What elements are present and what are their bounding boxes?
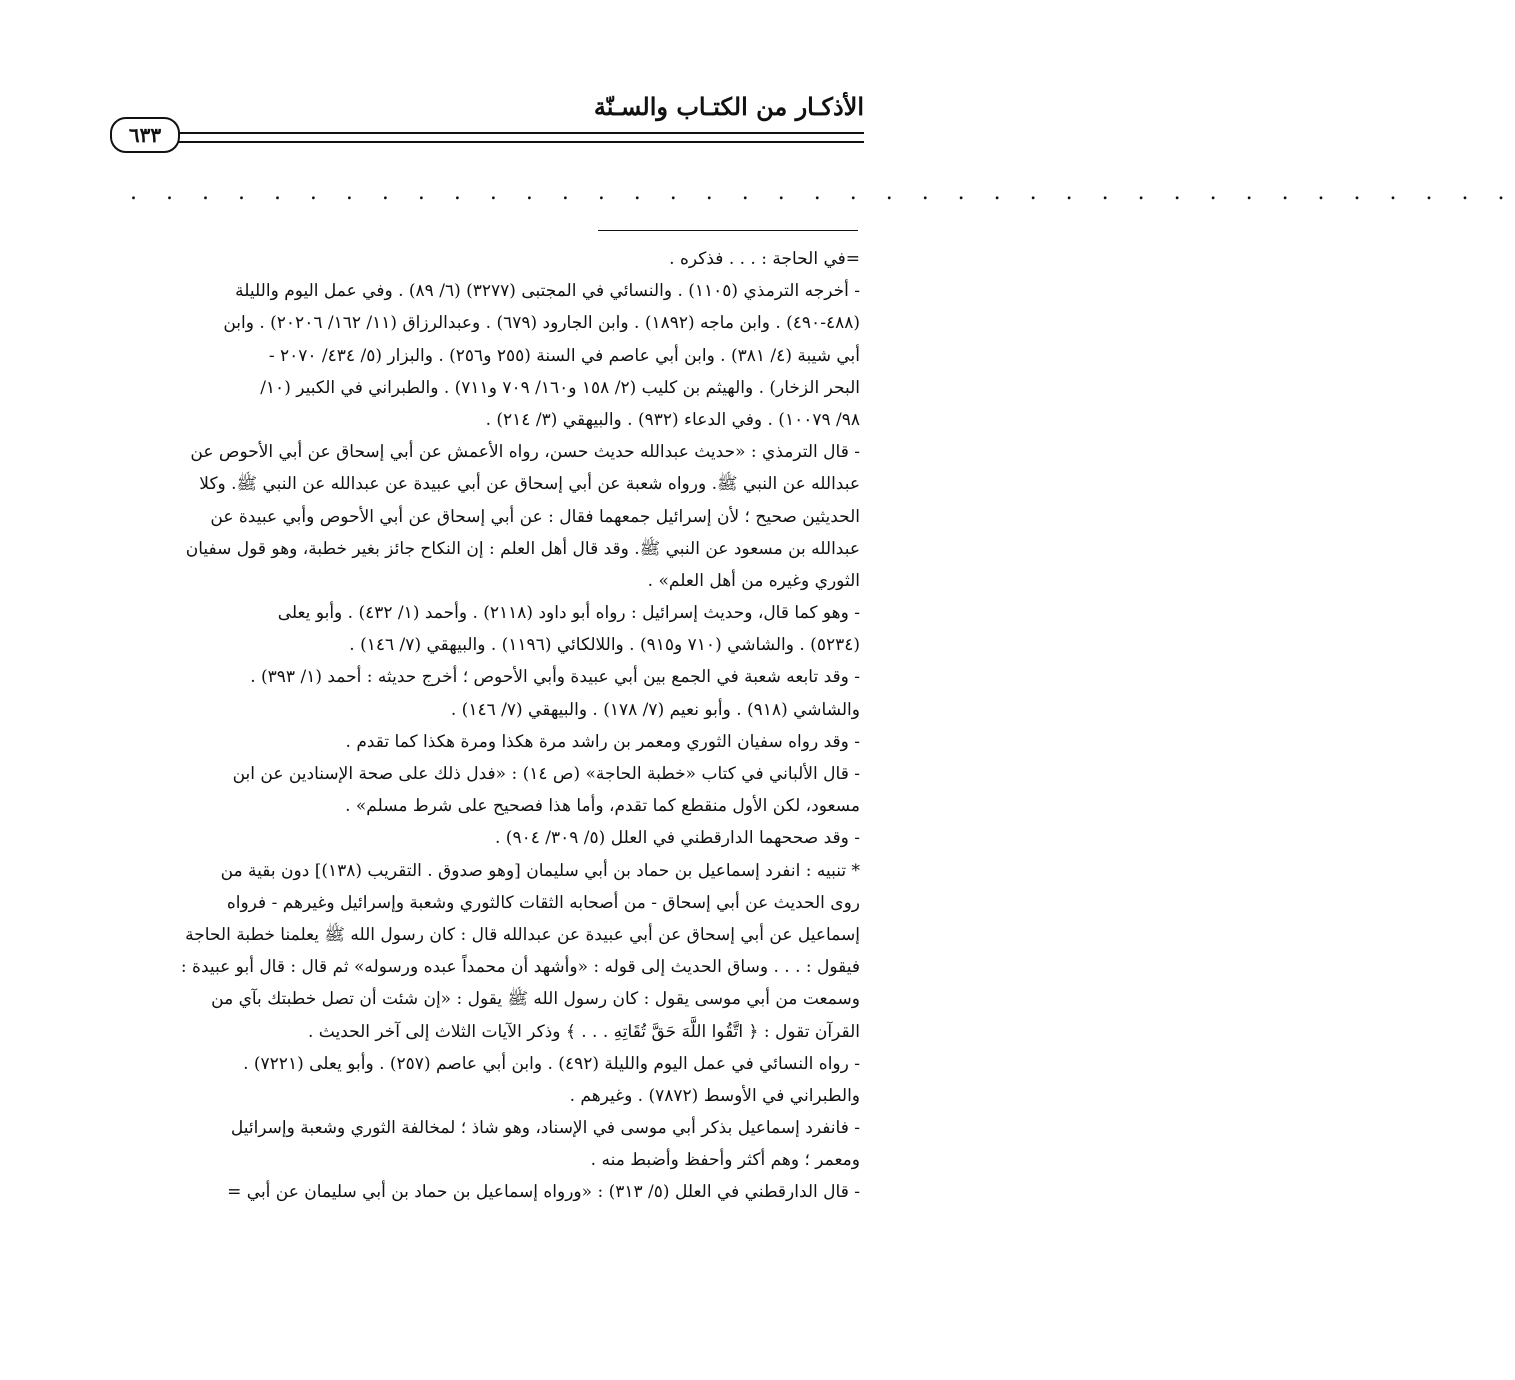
text-line: عبدالله عن النبي ﷺ. ورواه شعبة عن أبي إسحاق عن أبي عبيدة عن عبدالله عن النبي ﷺ. وكلا	[199, 474, 860, 495]
text-line: (٥٢٣٤) . والشاشي (٧١٠ و٩١٥) . واللالكائي (١١٩٦) . والبيهقي (٧/ ١٤٦) .	[349, 635, 860, 656]
text-line: فيقول : . . . وساق الحديث إلى قوله : «وأشهد أن محمداً عبده ورسوله» ثم قال : قال أبو عبيدة :	[180, 957, 860, 978]
text-line: والطبراني في الأوسط (٧٨٧٢) . وغيرهم .	[569, 1085, 860, 1106]
text-line: البحر الزخار) . والهيثم بن كليب (٢/ ١٥٨ و١٦٠/ ٧٠٩ و٧١١) . والطبراني في الكبير (١٠/	[260, 377, 860, 398]
text-line: - قال الترمذي : «حديث عبدالله حديث حسن، رواه الأعمش عن أبي إسحاق عن أبي الأحوص عن	[190, 442, 860, 463]
text-line: =في الحاجة : . . . فذكره .	[669, 249, 860, 269]
text-line: - فانفرد إسماعيل بذكر أبي موسى في الإسناد، وهو شاذ ؛ لمخالفة الثوري وشعبة وإسرائيل	[230, 1118, 860, 1139]
text-line: - قال الألباني في كتاب «خطبة الحاجة» (ص ١٤) : «فدل ذلك على صحة الإسنادين عن ابن	[232, 764, 860, 784]
text-line: - وقد صححهما الدارقطني في العلل (٥/ ٣٠٩/ ٩٠٤) .	[494, 828, 860, 849]
text-line: الحديثين صحيح ؛ لأن إسرائيل جمعهما فقال : عن أبي إسحاق عن أبي الأحوص وأبي عبيدة عن	[210, 506, 860, 527]
text-line: الثوري وغيره من أهل العلم» .	[647, 570, 860, 591]
text-line: والشاشي (٩١٨) . وأبو نعيم (٧/ ١٧٨) . والبيهقي (٧/ ١٤٦) .	[450, 699, 860, 720]
text-line: * تنبيه : انفرد إسماعيل بن حماد بن أبي سليمان [وهو صدوق . التقريب (١٣٨)] دون بقية من	[220, 860, 860, 881]
text-line: - وقد رواه سفيان الثوري ومعمر بن راشد مرة هكذا ومرة هكذا كما تقدم .	[345, 731, 860, 752]
footnote-text	[104, 243, 860, 1209]
text-line: مسعود، لكن الأول منقطع كما تقدم، وأما هذا فصحيح على شرط مسلم» .	[345, 796, 860, 817]
text-line: عبدالله بن مسعود عن النبي ﷺ. وقد قال أهل العلم : إن النكاح جائز بغير خطبة، وهو قول سفيان	[185, 538, 860, 559]
footnote-rule	[598, 230, 858, 231]
page-number: ٦٣٣	[110, 117, 180, 153]
text-line: - وقد تابعه شعبة في الجمع بين أبي عبيدة وأبي الأحوص ؛ أخرج حديثه : أحمد (١/ ٣٩٣) .	[250, 667, 860, 688]
text-line: ومعمر ؛ وهم أكثر وأحفظ وأضبط منه .	[590, 1150, 860, 1171]
text-line: - رواه النسائي في عمل اليوم والليلة (٤٩٢) . وابن أبي عاصم (٢٥٧) . وأبو يعلى (٧٢٢١) .	[243, 1053, 860, 1074]
running-header-title: الأذكـار من الكتـاب والسـنّة	[593, 92, 864, 121]
text-line: - أخرجه الترمذي (١١٠٥) . والنسائي في المجتبى (٣٢٧٧) (٦/ ٨٩) . وفي عمل اليوم والليلة	[235, 281, 860, 302]
separator-dots: . . . . . . . . . . . . . . . . . . . . . . . . . . . . . . . . . . . . . . .	[130, 180, 1515, 205]
text-line: روى الحديث عن أبي إسحاق - من أصحابه الثقات كالثوري وشعبة وإسرائيل وغيرهم - فرواه	[226, 892, 860, 913]
text-line: أبي شيبة (٤/ ٣٨١) . وابن أبي عاصم في السنة (٢٥٥ و٢٥٦) . والبزار (٥/ ٤٣٤/ ٢٠٧٠ -	[268, 345, 860, 366]
text-line: - قال الدارقطني في العلل (٥/ ٣١٣) : «ورواه إسماعيل بن حماد بن أبي سليمان عن أبي =	[227, 1182, 860, 1203]
text-line: القرآن تقول : ﴿ اتَّقُوا اللَّهَ حَقَّ تُقَاتِهِ . . . ﴾ وذكر الآيات الثلاث إلى آخر الحديث .	[307, 1021, 860, 1042]
text-line: وسمعت من أبي موسى يقول : كان رسول الله ﷺ يقول : «إن شئت أن تصل خطبتك بآي من	[211, 989, 860, 1010]
text-line: إسماعيل عن أبي إسحاق عن أبي عبيدة عن عبدالله قال : كان رسول الله ﷺ يعلمنا خطبة الحاجة	[185, 924, 860, 945]
header-rule	[178, 132, 864, 143]
text-line: ٩٨/ ١٠٠٧٩) . وفي الدعاء (٩٣٢) . والبيهقي (٣/ ٢١٤) .	[485, 409, 860, 430]
text-line: (٤٨٨-٤٩٠) . وابن ماجه (١٨٩٢) . وابن الجارود (٦٧٩) . وعبدالرزاق (١١/ ١٦٢/ ٢٠٢٠٦) . وابن	[223, 313, 860, 334]
text-line: - وهو كما قال، وحديث إسرائيل : رواه أبو داود (٢١١٨) . وأحمد (١/ ٤٣٢) . وأبو يعلى	[277, 603, 860, 624]
